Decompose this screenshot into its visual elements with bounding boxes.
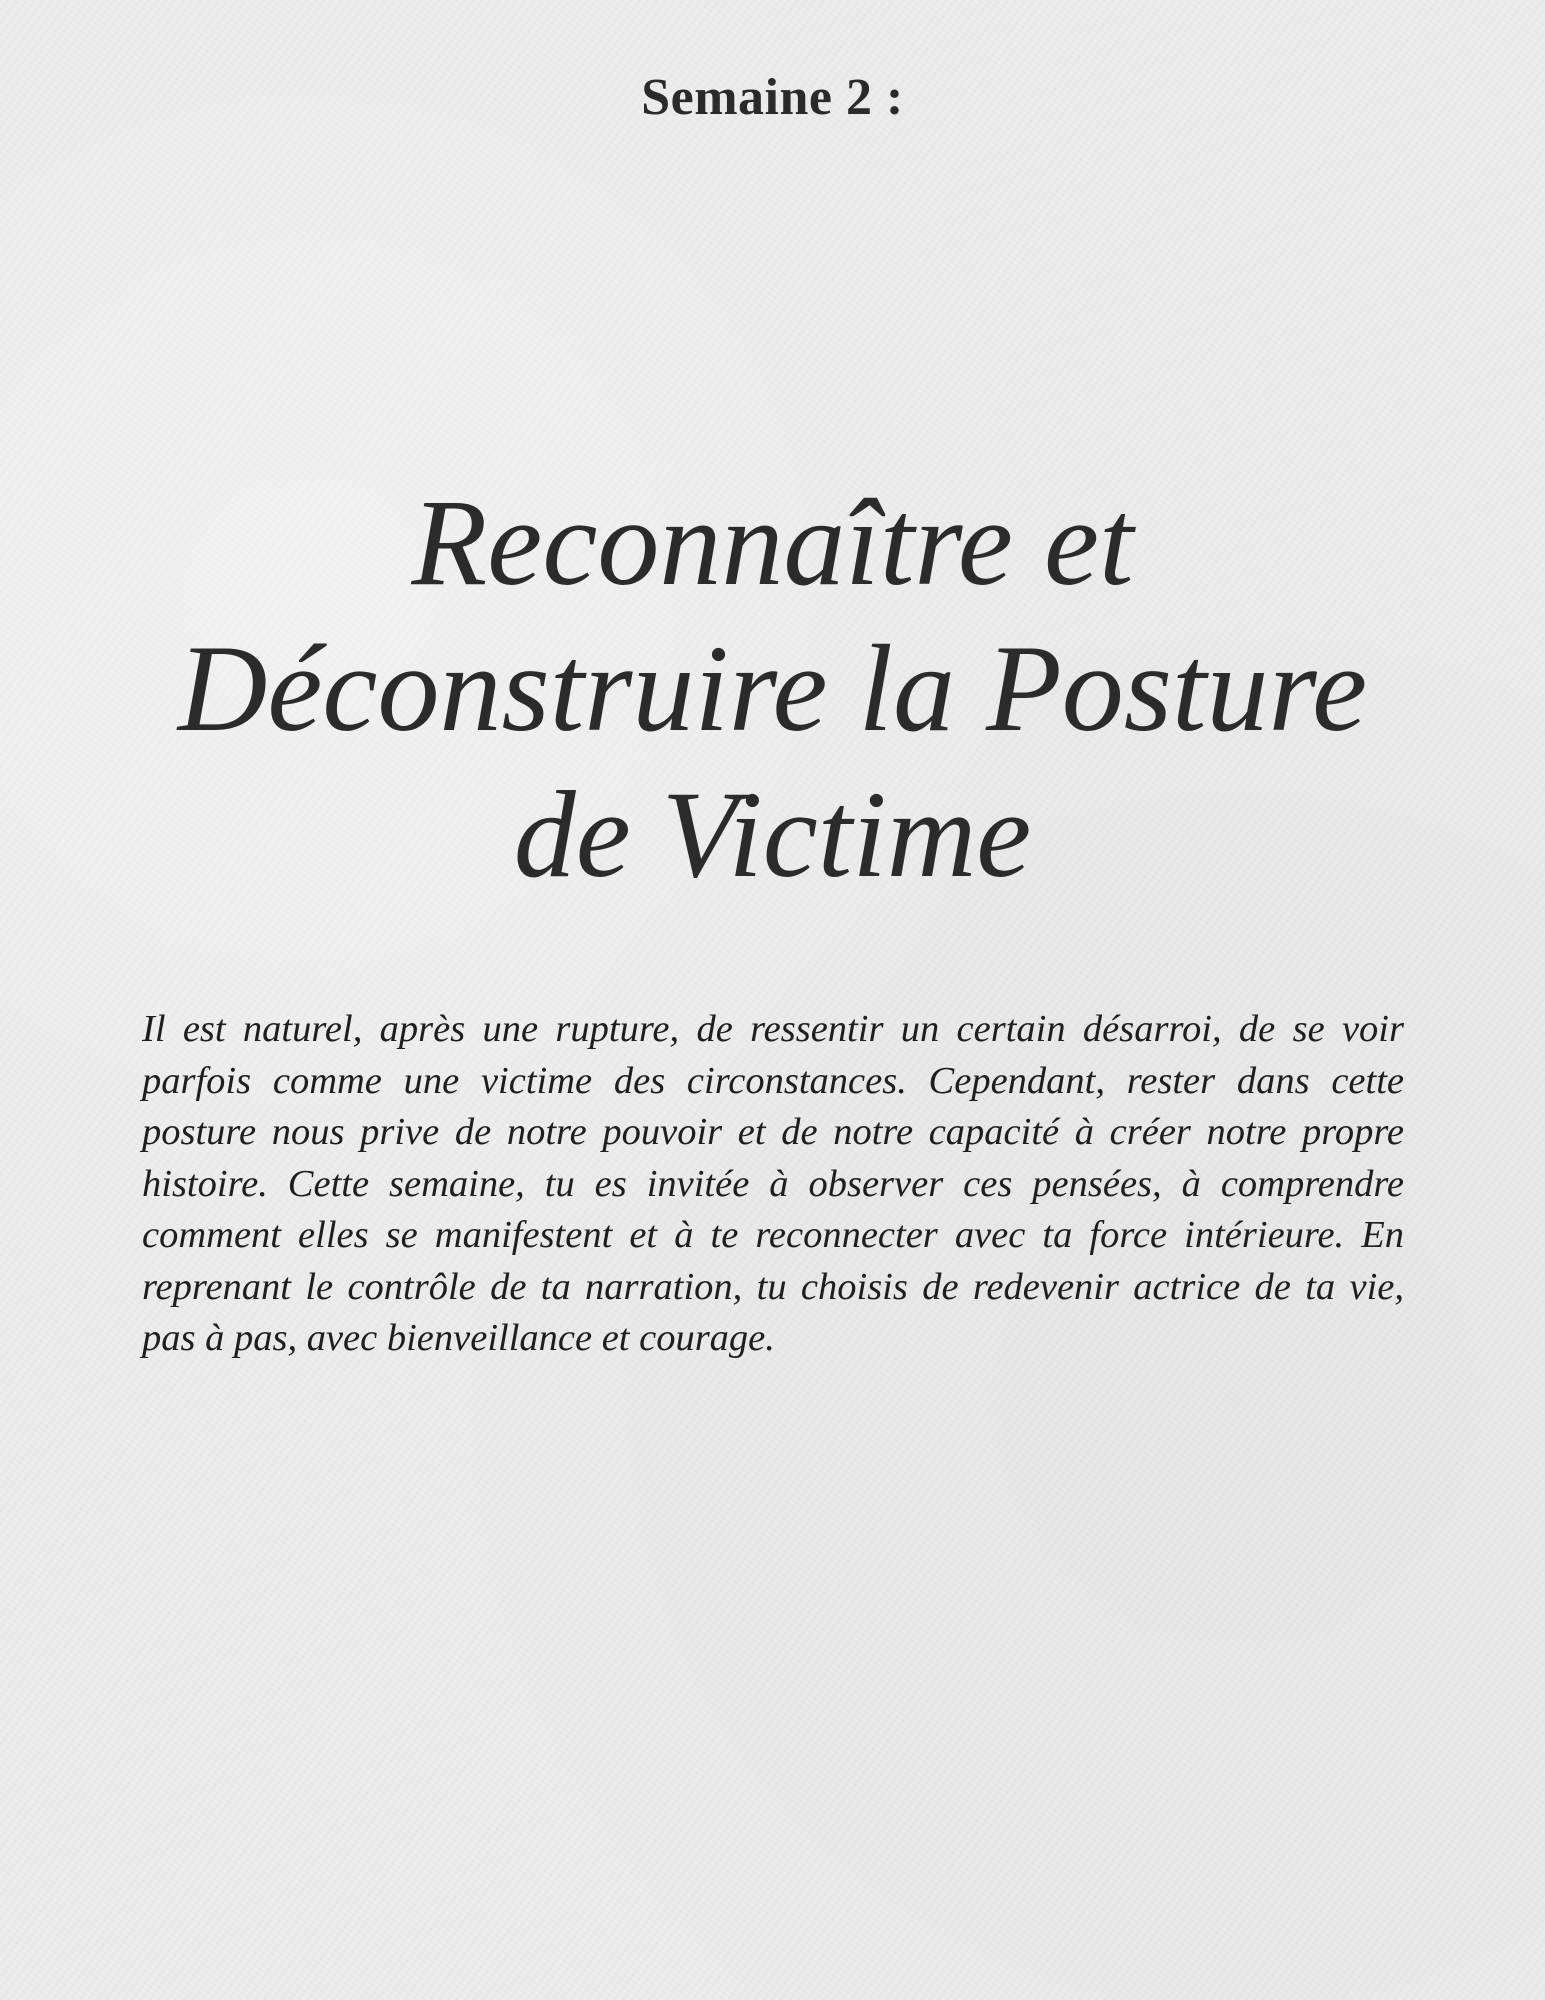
title-line-3: de Victime — [513, 766, 1032, 903]
title-line-1: Reconnaître et — [411, 474, 1134, 611]
title-line-2: Déconstruire la Posture — [177, 620, 1368, 757]
week-label: Semaine 2 : — [641, 69, 904, 126]
intro-paragraph: Il est naturel, après une rupture, de ressentir un certain désarroi, de se voir parfois comme une victime des circonstances. Cependant, rester dans cette posture nous prive de notre pouvoir et de notre capacité à créer notre propre histoire. Cette semaine, tu es invitée à observer ces pensées, à comprendre comment elles se manifestent et à te reconnecter avec ta force intérieure. En reprenant le contrôle de ta narration, tu choisis de redevenir actrice de ta vie, pas à pas, avec bienveillance et courage. — [142, 1008, 1404, 1359]
page-title — [120, 470, 1425, 908]
